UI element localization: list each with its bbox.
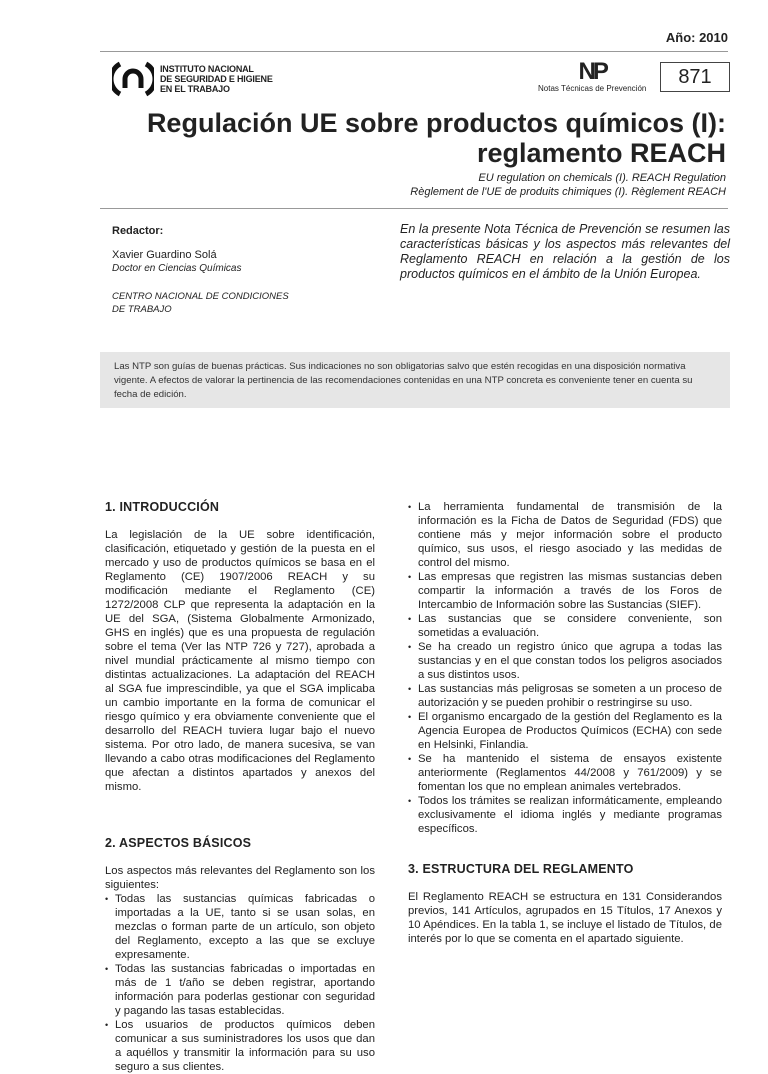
subtitle-en: EU regulation on chemicals (I). REACH Regulation [478,172,726,184]
np-mark: NP [578,58,606,85]
np-logo [538,60,646,93]
subtitles [410,171,726,199]
author-center [112,290,342,316]
np-label: Notas Técnicas de Prevención [538,84,647,93]
summary: En la presente Nota Técnica de Prevención se resumen las características básicas y los aspectos más relevantes del Reglamento REACH en relación a la gestión de los productos químicos en el ámbito de la Unión Europea. [400,222,730,281]
section-heading: 1. INTRODUCCIÓN [105,500,220,514]
section-heading: 2. ASPECTOS BÁSICOS [105,836,252,850]
page-title [147,108,726,168]
list-item: • Las sustancias más peligrosas se someten a un proceso de autorización y se pueden prohibir o restringirse su uso. [408,682,722,710]
paragraph: El Reglamento REACH se estructura en 131 Considerandos previos, 141 Artículos, agrupados en 15 Títulos, 17 Anexos y 10 Apéndices. En la tabla 1, se incluye el listado de Títulos, de interés por lo que se comenta en el apartado siguiente. [408,891,722,945]
list-item: • Se ha creado un registro único que agrupa a todas las sustancias y en el que constan todos los peligros asociados a sus distintos usos. [408,640,722,682]
list-item: • Todas las sustancias químicas fabricadas o importadas a la UE, tanto si se usan solas, en mezclas o forman parte de un artículo, son objeto del Reglamento, excepto a las que se excluye expresamente. [105,892,375,962]
author-label: Redactor: [112,225,164,237]
list-item: • Las empresas que registren las mismas sustancias deben compartir la información a través de los Foros de Intercambio de Información sobre las Sustancias (SIEF). [408,570,722,612]
divider [100,51,728,52]
center-line: DE TRABAJO [112,304,172,315]
divider [100,208,728,209]
list-item: • Los usuarios de productos químicos deben comunicar a sus suministradores los usos que dan a aquéllos y transmitir la información para su uso seguro a sus clientes. [105,1018,375,1074]
list-item: • Las sustancias que se considere conveniente, son sometidas a evaluación. [408,612,722,640]
list-item: • El organismo encargado de la gestión del Reglamento es la Agencia Europea de Productos Químicos (ECHA) con sede en Helsinki, Finlandia. [408,710,722,752]
author-degree: Doctor en Ciencias Químicas [112,263,242,274]
paragraph: La legislación de la UE sobre identificación, clasificación, etiquetado y gestión de la puesta en el mercado y uso de productos químicos se basa en el Reglamento (CE) 1907/2006 REACH y su modificación mediante el Reglamento (CE) 1272/2008 CLP que representa la adaptación en la UE del SGA, (Sistema Globalmente Armonizado, GHS en inglés) que es una propuesta de regulación sobre el tema (Ver las NTP 726 y 727), aprobada a nivel mundial prácticamente al mismo tiempo con distintas actualizaciones. La adaptación del REACH al SGA fue imprescindible, ya que el SGA implicaba un cambio importante en la forma de comunicar el riesgo químico y era obviamente conveniente que el desarrollo del REACH tuviera lugar bajo el nuevo sistema. Por otro lado, de manera sucesiva, se van llevando a cabo otras modificaciones del Reglamento que afectan a distintos apartados y anexos del mismo. [105,529,375,793]
list-item: • Todos los trámites se realizan informáticamente, empleando exclusivamente el idioma inglés y mediante programas específicos. [408,794,722,836]
subtitle-fr: Règlement de l'UE de produits chimiques (I). Règlement REACH [410,186,726,198]
column-left [105,500,375,1074]
paragraph: Los aspectos más relevantes del Reglamento son los siguientes: [105,865,375,891]
list-item: • Todas las sustancias fabricadas o importadas en más de 1 t/año se deben registrar, aportando información para poderlas gestionar con seguridad y pagando las tasas establecidas. [105,962,375,1018]
institute-line: DE SEGURIDAD E HIGIENE [160,74,273,84]
author-block [112,224,342,316]
insht-logo [112,60,273,98]
column-right [408,500,722,954]
title-line: reglamento REACH [476,138,726,168]
bullet-list [408,500,722,836]
bullet-list [105,892,375,1074]
year: Año: 2010 [665,30,728,45]
ntp-number: 871 [660,62,730,92]
notice-box: Las NTP son guías de buenas prácticas. Sus indicaciones no son obligatorias salvo que estén recogidas en una disposición normativa vigente. A efectos de valorar la pertinencia de las recomendaciones contenidas en una NTP concreta es conveniente tener en cuenta su fecha de edición. [100,352,730,408]
insht-logo-icon [112,60,154,98]
institute-line: INSTITUTO NACIONAL [160,64,254,74]
list-item: • La herramienta fundamental de transmisión de la información es la Ficha de Datos de Seguridad (FDS) que contiene más y mejor información sobre el producto químico, sus usos, el riesgo asociado y las medidas de control del mismo. [408,500,722,570]
author-name: Xavier Guardino Solá [112,249,217,261]
section-heading: 3. ESTRUCTURA DEL REGLAMENTO [408,862,634,876]
list-item: • Se ha mantenido el sistema de ensayos existente anteriormente (Reglamentos 44/2008 y 761/2009) y se fomentan los que no emplean animales vertebrados. [408,752,722,794]
center-line: CENTRO NACIONAL DE CONDICIONES [112,291,289,302]
title-line: Regulación UE sobre productos químicos (I): [146,108,726,138]
institute-line: EN EL TRABAJO [160,84,230,94]
